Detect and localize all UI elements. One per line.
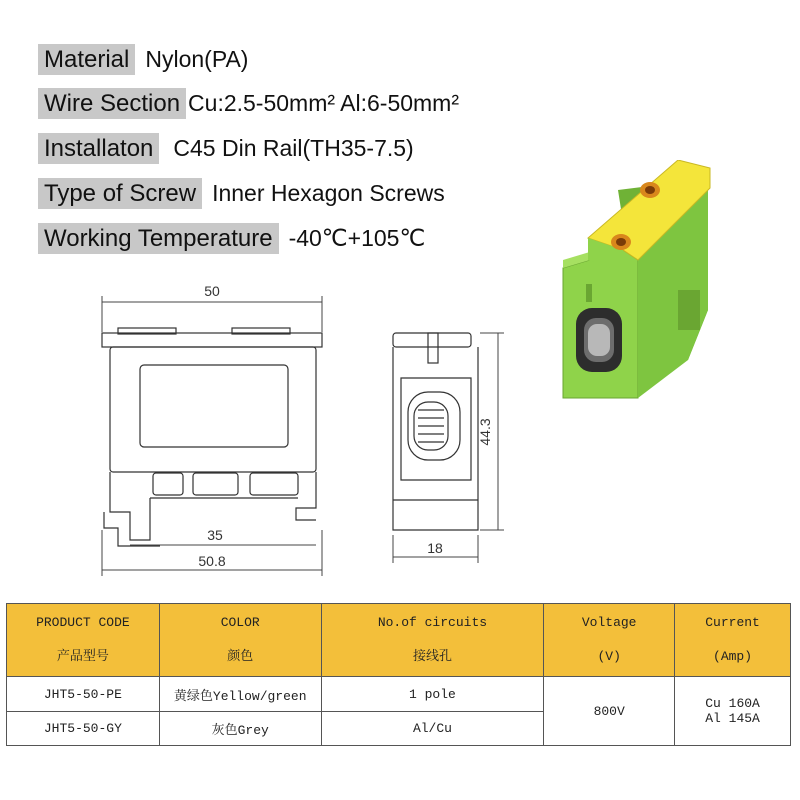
header-current: Current (Amp) xyxy=(675,604,791,677)
cell-current: Cu 160A Al 145A xyxy=(675,677,791,746)
dimension-height: 44.3 xyxy=(477,418,493,446)
side-view xyxy=(393,333,478,530)
spec-value: Inner Hexagon Screws xyxy=(212,180,445,206)
spec-value: Nylon(PA) xyxy=(145,46,249,72)
table-header-row xyxy=(7,604,791,677)
terminal-block-product-image xyxy=(548,160,718,410)
header-circuits: No.of circuits 接线孔 xyxy=(321,604,544,677)
spec-label: Installaton xyxy=(38,133,159,164)
spec-value: Cu:2.5-50mm² Al:6-50mm² xyxy=(188,90,460,116)
cell-product-code: JHT5-50-GY xyxy=(7,712,160,746)
spec-label: Wire Section xyxy=(38,88,186,119)
cell-circuits: Al/Cu xyxy=(321,712,544,746)
cell-color: 灰色Grey xyxy=(159,712,321,746)
dimension-rail: 35 xyxy=(207,527,223,543)
dimension-front-top: 50 xyxy=(204,283,220,299)
table-row xyxy=(7,677,791,712)
spec-label: Type of Screw xyxy=(38,178,202,209)
header-color: COLOR 颜色 xyxy=(159,604,321,677)
spec-value: -40℃+105℃ xyxy=(288,225,426,251)
spec-label: Material xyxy=(38,44,135,75)
cell-circuits: 1 pole xyxy=(321,677,544,712)
dimension-bottom: 50.8 xyxy=(198,553,226,569)
front-view xyxy=(102,328,322,546)
spec-value: C45 Din Rail(TH35-7.5) xyxy=(173,135,414,161)
spec-table xyxy=(6,603,791,746)
cell-color: 黄绿色Yellow/green xyxy=(159,677,321,712)
header-product-code: PRODUCT CODE 产品型号 xyxy=(7,604,160,677)
spec-label: Working Temperature xyxy=(38,223,279,254)
dimension-side-width: 18 xyxy=(427,540,443,556)
cell-voltage: 800V xyxy=(544,677,675,746)
cell-product-code: JHT5-50-PE xyxy=(7,677,160,712)
header-voltage: Voltage (V) xyxy=(544,604,675,677)
